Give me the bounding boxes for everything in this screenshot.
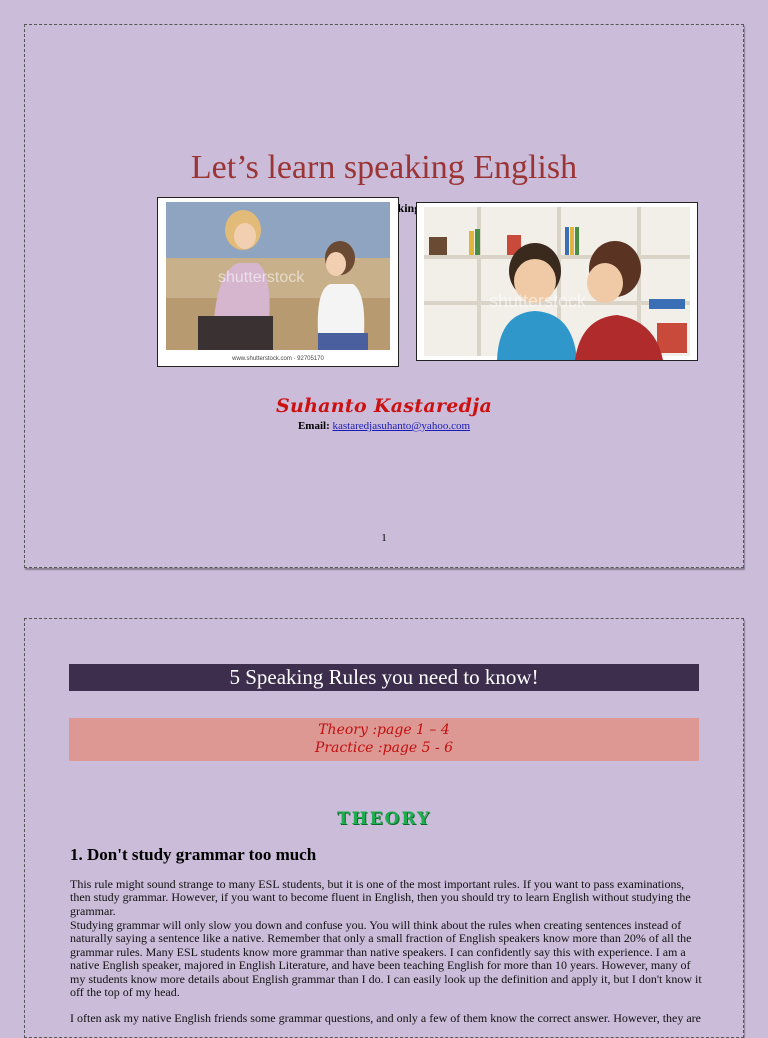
- email-line: [25, 420, 743, 432]
- rules-banner: 5 Speaking Rules you need to know!: [69, 664, 699, 691]
- email-link[interactable]: kastaredjasuhanto@yahoo.com: [332, 420, 471, 432]
- source-citation: http://www.talkenglish.com/Speaking/Basics/Speaking_Basics_I.aspx): [228, 201, 586, 215]
- author-name: Suhanto Kastaredja: [275, 395, 493, 417]
- email-label: Email:: [297, 420, 330, 432]
- photo-woman-and-child-image: [158, 198, 398, 366]
- photo-two-boys-whispering: [416, 202, 698, 361]
- paragraph-1: This rule might sound strange to many ESL students, but it is one of the most important rules. If you want to pass examinations, then study grammar. However, if you want to become fluent in English, then you should try to learn English without studying the grammar.: [70, 877, 691, 918]
- photo1-watermark: shutterstock: [218, 269, 305, 286]
- photo-two-boys-image: [417, 203, 697, 360]
- page-number: 1: [381, 532, 387, 544]
- photo2-watermark: shutterstock: [489, 291, 587, 311]
- theory-section-title: THEORY: [336, 809, 432, 829]
- practice-pages-line: Practice :page 5 - 6: [314, 740, 454, 756]
- page-guide-box: [69, 718, 699, 761]
- photo1-caption: www.shutterstock.com · 92705170: [232, 356, 324, 362]
- paragraph-3: I often ask my native English friends some grammar questions, and only a few of them know the correct answer. However, they are: [70, 1011, 701, 1025]
- document-page-2: [24, 618, 744, 1038]
- rule-1-heading: 1. Don't study grammar too much: [70, 845, 317, 864]
- theory-pages-line: Theory :page 1 – 4: [318, 722, 450, 738]
- photo-woman-and-child: [157, 197, 399, 367]
- document-title: Let’s learn speaking English: [190, 149, 578, 186]
- document-page-1: [24, 24, 744, 568]
- paragraph-2: Studying grammar will only slow you down and confuse you. You will think about the rules when creating sentences instead of naturally saying a sentence like a native. Remember that only a small fraction of English speakers know more than 20% of all the grammar rules. Many ESL students know more grammar than native speakers. I can confidently say this with experience. I am a native English speaker, majored in English Literature, and have been teaching English for more than 10 years. However, many of my students know more details about English grammar than I do. I can easily look up the definition and apply it, but I don't know it off the top of my head.: [70, 918, 702, 1000]
